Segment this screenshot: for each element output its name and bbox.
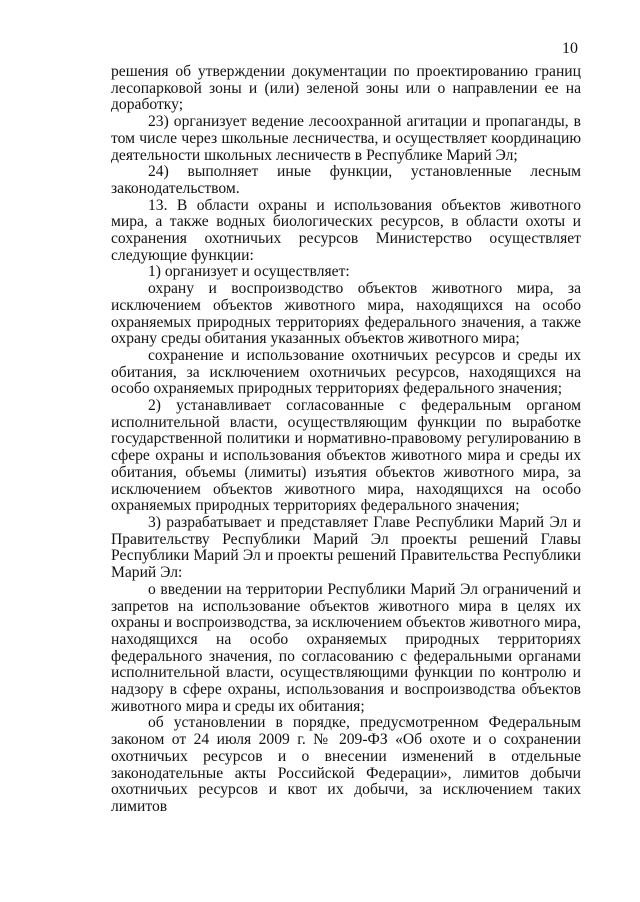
paragraph: сохранение и использование охотничьих ресурсов и среды их обитания, за исключением охотничьих ресурсов, находящихся на особо охраняемых природных территориях федерального значения; bbox=[111, 346, 581, 398]
paragraph: 13. В области охраны и использования объектов животного мира, а также водных биологических ресурсов, в области охоты и сохранения охотничьих ресурсов Министерство осуществляет следующие функции: bbox=[111, 196, 581, 264]
paragraph: решения об утверждении документации по проектированию границ лесопарковой зоны и (или) зеленой зоны или о направлении ее на доработку; bbox=[111, 63, 581, 114]
paragraph: 23) организует ведение лесоохранной агитации и пропаганды, в том числе через школьные лесничества, и осуществляет координацию деятельности школьных лесничеств в Республике Марий Эл; bbox=[111, 113, 581, 164]
paragraph: 3) разрабатывает и представляет Главе Республики Марий Эл и Правительству Республики Марий Эл проекты решений Главы Республики Марий Эл и проекты решений Правительства Республики Марий Эл: bbox=[111, 513, 581, 582]
paragraph: охрану и воспроизводство объектов животного мира, за исключением объектов животного мира, находящихся на особо охраняемых природных территориях федерального значения, а также охрану среды обитания указанных объектов животного мира; bbox=[111, 280, 581, 348]
paragraph: о введении на территории Республики Марий Эл ограничений и запретов на использование объектов животного мира в целях их охраны и воспроизводства, за исключением объектов животного мира, находящихся на особо охраняемых природных территориях федерального значения, по согласованию с федеральными органами исполнительной власти, осуществляющими функции по контролю и надзору в сфере охраны, использования и воспроизводства объектов животного мира и среды их обитания; bbox=[111, 580, 581, 715]
paragraph: 24) выполняет иные функции, установленные лесным законодательством. bbox=[111, 163, 581, 197]
page-number: 10 bbox=[562, 40, 578, 57]
paragraph: об установлении в порядке, предусмотренном Федеральным законом от 24 июля 2009 г. № 209-ФЗ «Об охоте и о сохранении охотничьих ресурсов и о внесении изменений в отдельные законодательные акты Российской Федерации», лимитов добычи охотничьих ресурсов и квот их добычи, за исключением таких лимитов bbox=[111, 714, 581, 815]
paragraph: 2) устанавливает согласованные с федеральным органом исполнительной власти, осуществляющим функции по выработке государственной политики и нормативно-правовому регулированию в сфере охраны и использования объектов животного мира и среды их обитания, объемы (лимиты) изъятия объектов животного мира, за исключением объектов животного мира, находящихся на особо охраняемых природных территориях федерального значения; bbox=[111, 397, 581, 515]
paragraph: 1) организует и осуществляет: bbox=[148, 263, 350, 281]
document-body bbox=[111, 64, 581, 816]
